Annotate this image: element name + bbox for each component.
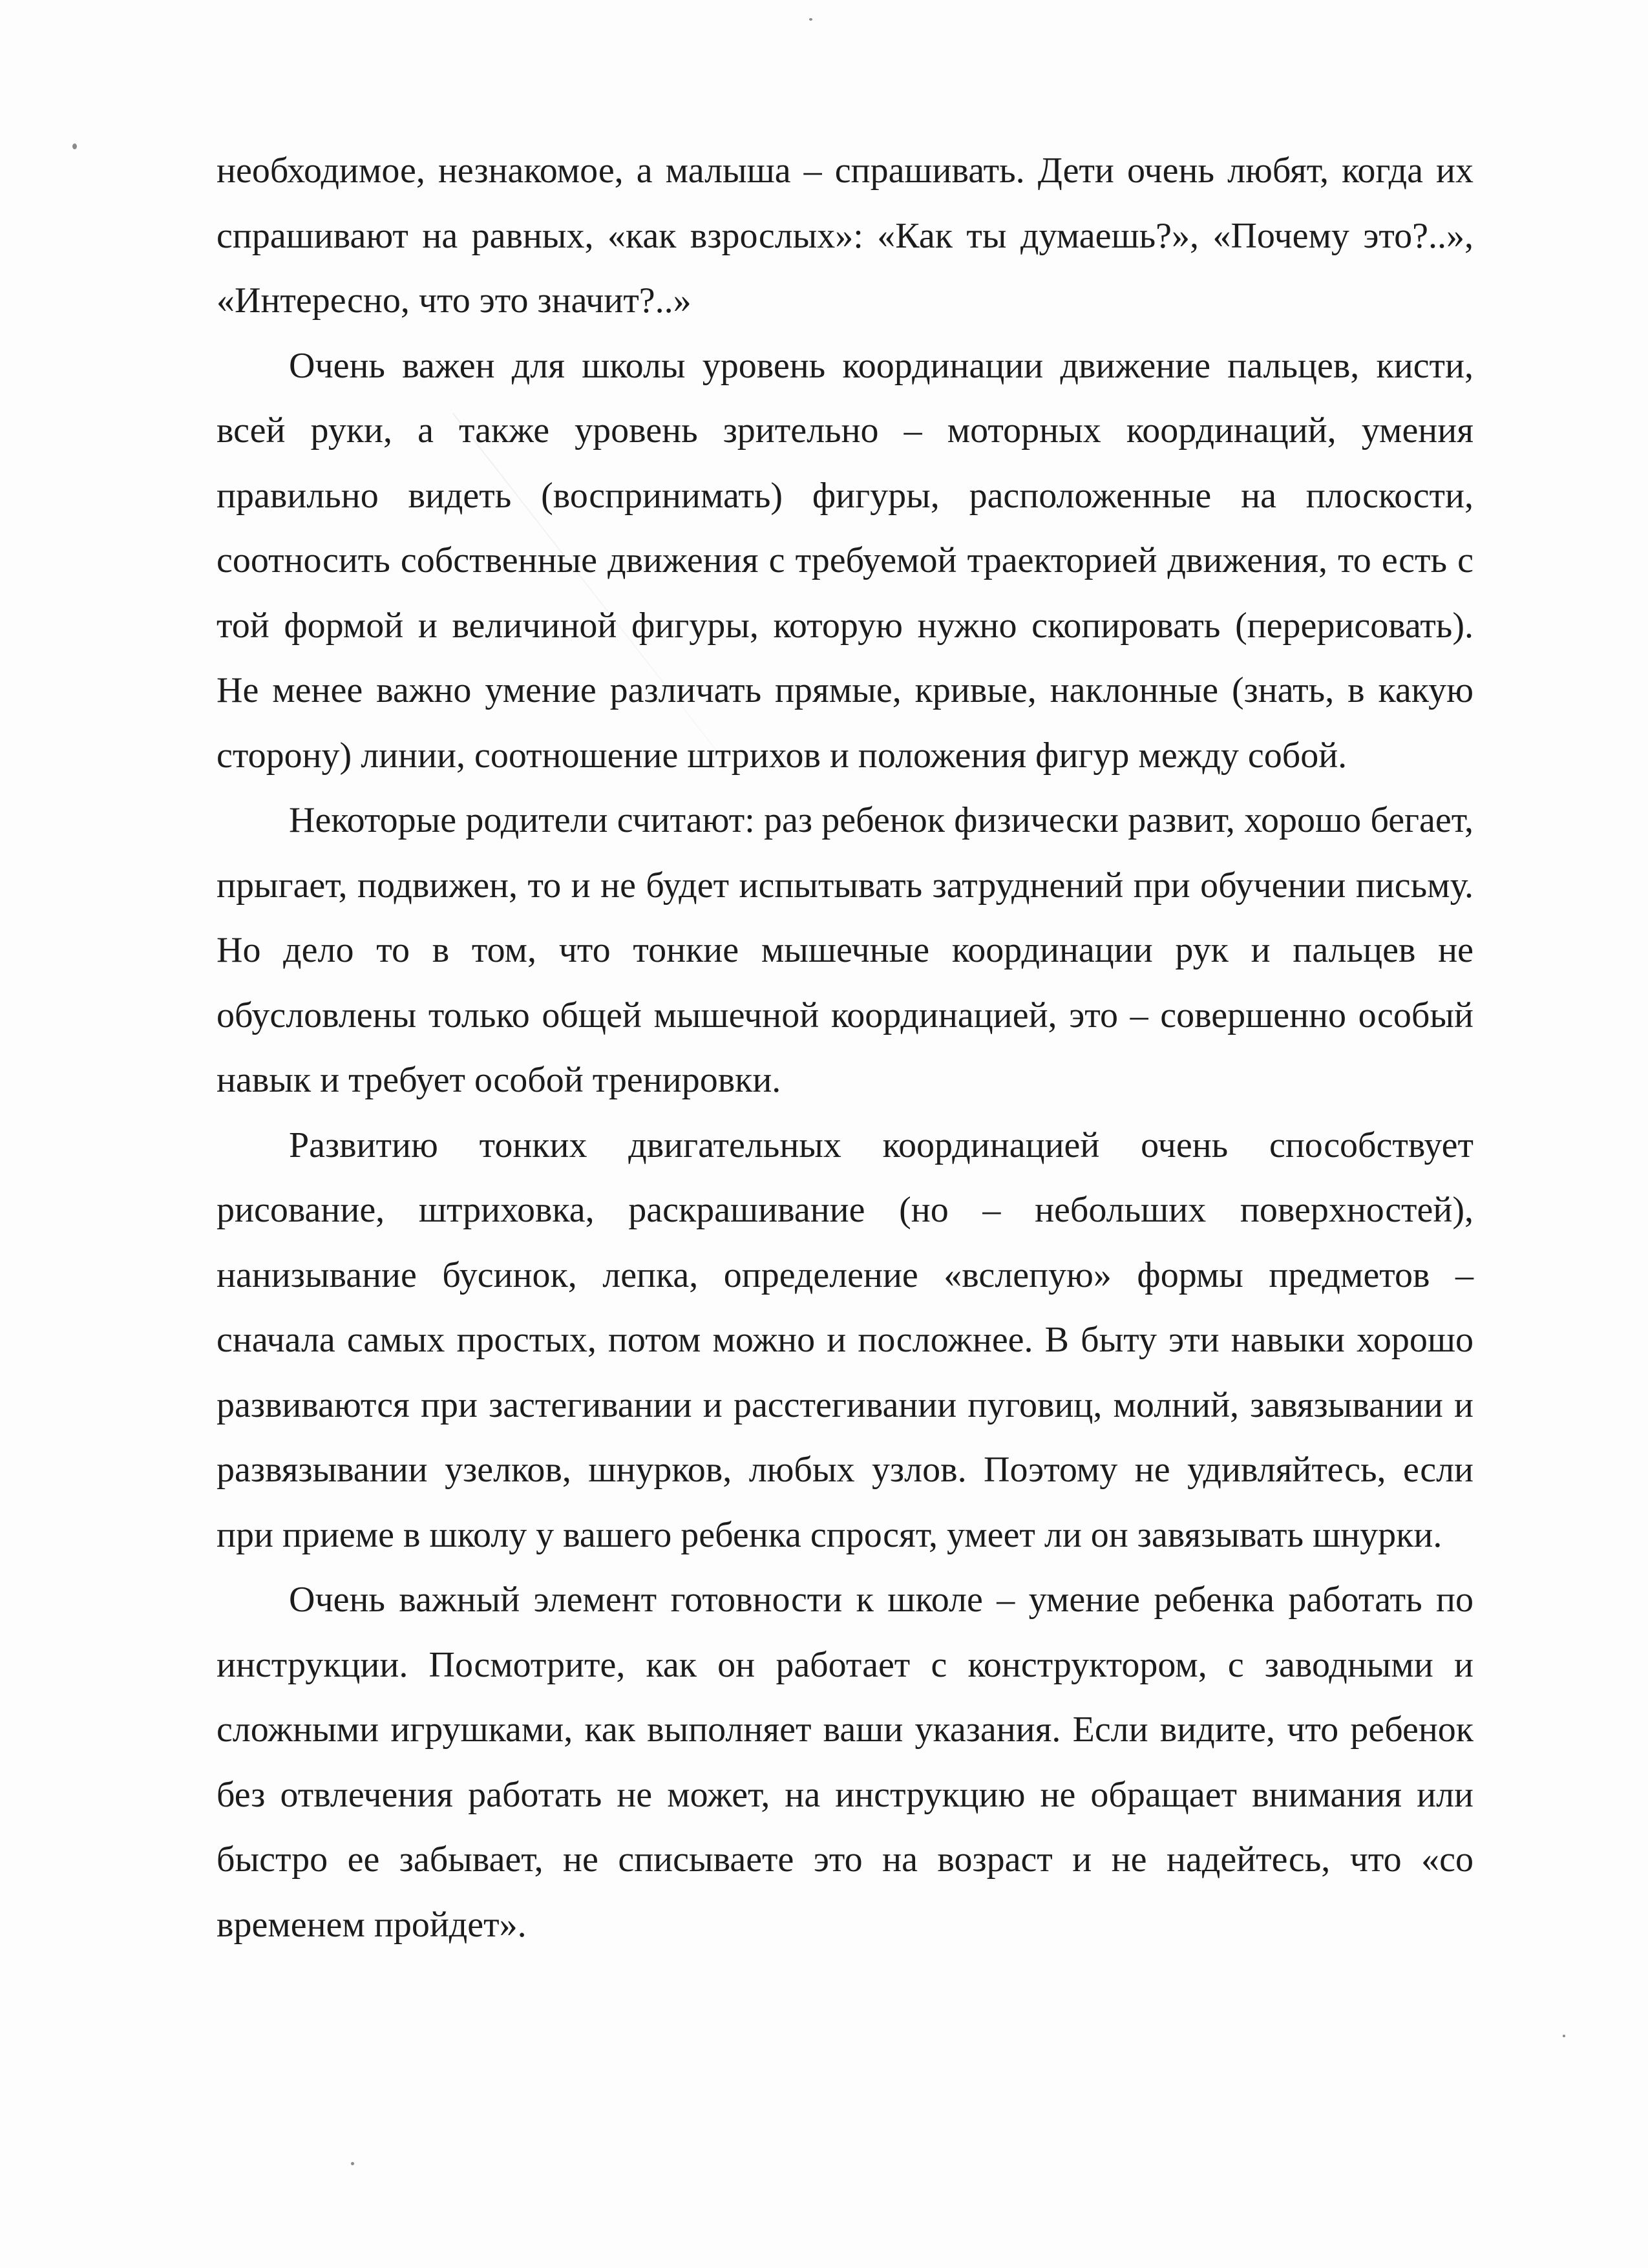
paragraph-parents: Некоторые родители считают: раз ребенок физически развит, хорошо бегает, прыгает, подвижен, то и не будет испытывать затруднений при обучении письму. Но дело то в том, что тонкие мышечные координации рук и пальцев не обусловлены только общей мышечной координацией, это – совершенно особый навык и требует особой тренировки.: [217, 800, 1474, 1100]
document-body: [217, 138, 1474, 1957]
scan-speck: [809, 18, 812, 21]
paragraph-continuation: необходимое, незнакомое, а малыша – спрашивать. Дети очень любят, когда их спрашивают на равных, «как взрослых»: «Как ты думаешь?», «Почему это?..», «Интересно, что это значит?..»: [217, 151, 1474, 321]
scan-speck: [1563, 2035, 1565, 2037]
scan-speck: [72, 143, 77, 149]
paragraph-instructions: Очень важный элемент готовности к школе – умение ребенка работать по инструкции. Посмотрите, как он работает с конструктором, с заводными и сложными игрушками, как выполняет ваши указания. Если видите, что ребенок без отвлечения работать не может, на инструкцию не обращает внимания или быстро ее забывает, не списываете это на возраст и не надейтесь, что «со временем пройдет».: [217, 1580, 1474, 1945]
paragraph-fine-motor: Развитию тонких двигательных координацией очень способствует рисование, штриховка, раскрашивание (но – небольших поверхностей), нанизывание бусинок, лепка, определение «вслепую» формы предметов – сначала самых простых, потом можно и посложнее. В быту эти навыки хорошо развиваются при застегивании и расстегивании пуговиц, молний, завязывании и развязывании узелков, шнурков, любых узлов. Поэтому не удивляйтесь, если при приеме в школу у вашего ребенка спросят, умеет ли он завязывать шнурки.: [217, 1125, 1474, 1555]
scan-speck: [351, 2162, 354, 2165]
paragraph-coordination: Очень важен для школы уровень координации движение пальцев, кисти, всей руки, а также уровень зрительно – моторных координаций, умения правильно видеть (воспринимать) фигуры, расположенные на плоскости, соотносить собственные движения с требуемой траекторией движения, то есть с той формой и величиной фигуры, которую нужно скопировать (перерисовать). Не менее важно умение различать прямые, кривые, наклонные (знать, в какую сторону) линии, соотношение штрихов и положения фигур между собой.: [217, 345, 1474, 776]
